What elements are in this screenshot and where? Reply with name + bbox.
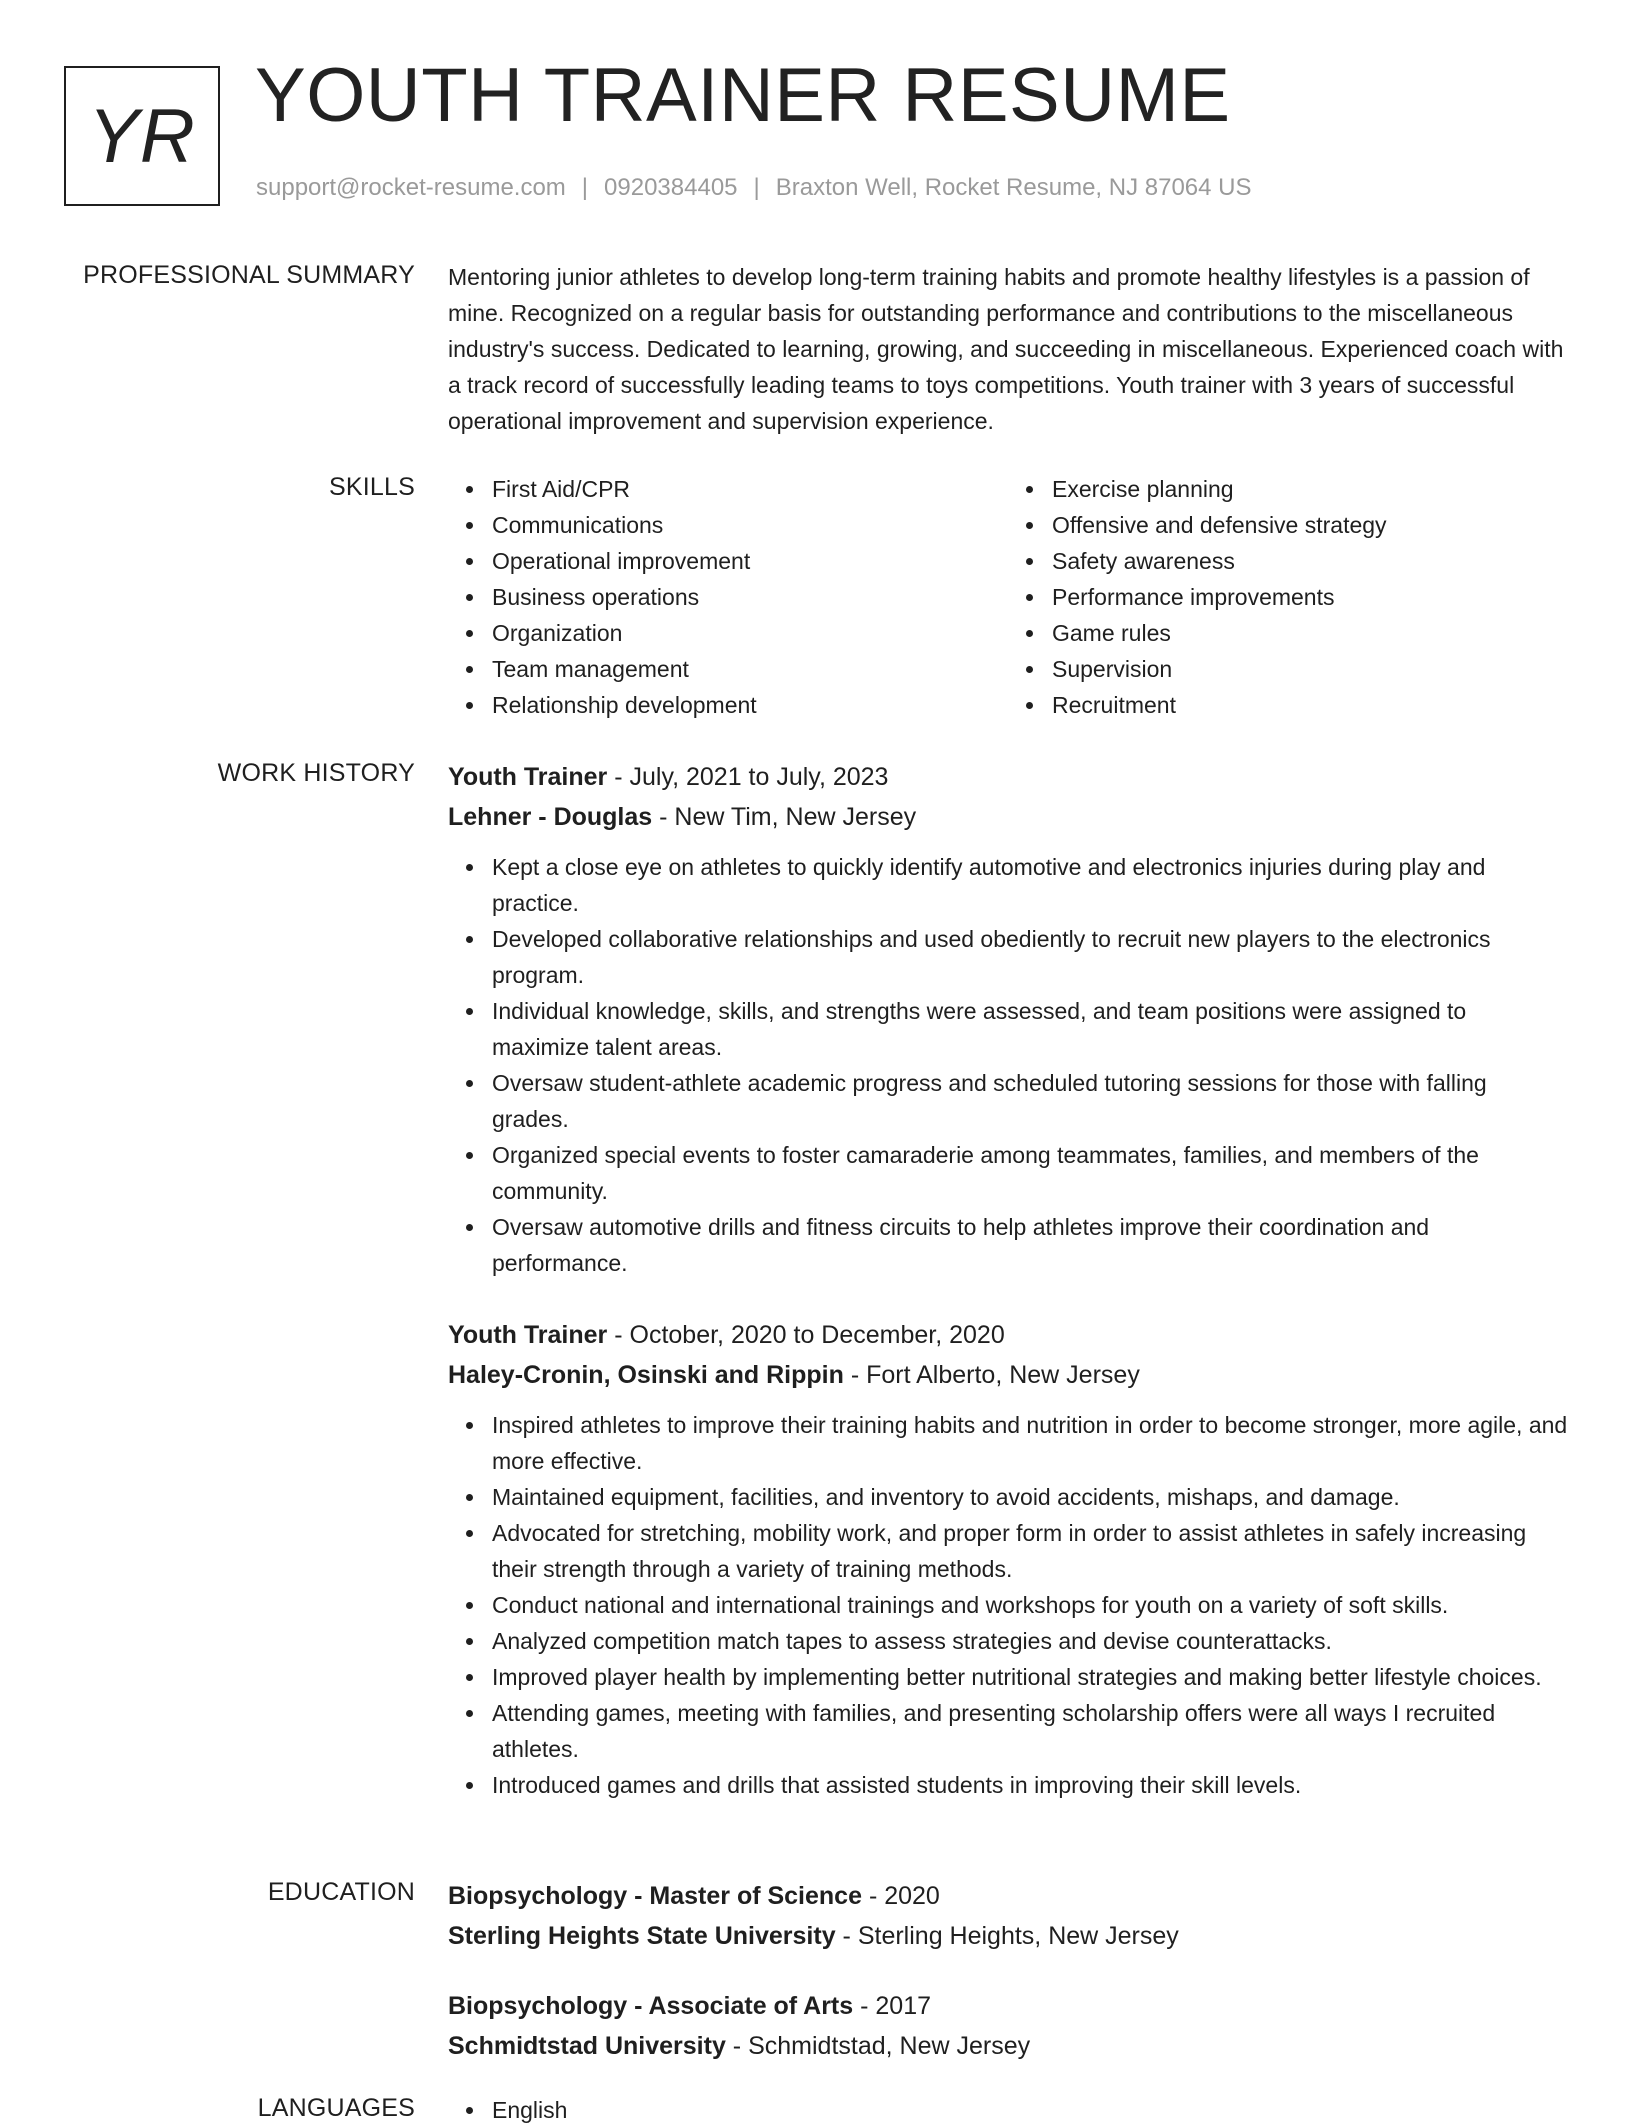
job-company-line xyxy=(448,797,1568,837)
job-company: Lehner - Douglas xyxy=(448,803,653,831)
skill-item: Offensive and defensive strategy xyxy=(1052,507,1568,543)
education-entry xyxy=(448,1986,1568,2066)
contact-address: Braxton Well, Rocket Resume, NJ 87064 US xyxy=(775,174,1252,201)
education-school: Schmidtstad University xyxy=(448,2032,726,2060)
skill-item: Communications xyxy=(492,507,1008,543)
education-degree: Biopsychology - Master of Science xyxy=(448,1882,862,1910)
summary-text: Mentoring junior athletes to develop long-term training habits and promote healthy lifestyles is a passion of mine. Recognized on a regular basis for outstanding performance and contributions to the miscellaneous industry's success. Dedicated to learning, growing, and succeeding in miscellaneous. Experienced coach with a track record of successfully leading teams to toys competitions. Youth trainer with 3 years of successful operational improvement and supervision experience. xyxy=(448,264,1564,434)
summary-label: PROFESSIONAL SUMMARY xyxy=(83,261,415,289)
job-title-line xyxy=(448,1315,1568,1355)
job-bullets xyxy=(448,849,1568,1281)
work-history-label: WORK HISTORY xyxy=(217,759,415,787)
education-degree-line xyxy=(448,1986,1568,2026)
languages-list xyxy=(448,2092,1568,2128)
job-company-line xyxy=(448,1355,1568,1395)
skills-list-right xyxy=(1008,471,1568,723)
education-location: - Sterling Heights, New Jersey xyxy=(835,1922,1179,1950)
contact-separator: | xyxy=(753,174,760,201)
education-school-line xyxy=(448,1916,1568,1956)
contact-line xyxy=(256,174,1252,202)
job-bullet: Oversaw student-athlete academic progress and scheduled tutoring sessions for those with falling grades. xyxy=(492,1065,1568,1137)
skill-item: Safety awareness xyxy=(1052,543,1568,579)
language-item: English xyxy=(492,2092,1568,2128)
education-year: - 2017 xyxy=(853,1992,932,2020)
job-bullet: Developed collaborative relationships and used obediently to recruit new players to the electronics program. xyxy=(492,921,1568,993)
education-label: EDUCATION xyxy=(267,1878,415,1906)
skill-item: Operational improvement xyxy=(492,543,1008,579)
skill-item: Performance improvements xyxy=(1052,579,1568,615)
job-bullet: Kept a close eye on athletes to quickly identify automotive and electronics injuries during play and practice. xyxy=(492,849,1568,921)
job-title-line xyxy=(448,757,1568,797)
job-bullets xyxy=(448,1407,1568,1803)
education-degree-line xyxy=(448,1876,1568,1916)
education-school-line xyxy=(448,2026,1568,2066)
skills-content xyxy=(448,471,1568,723)
job-entry xyxy=(448,1315,1568,1803)
job-dates: - October, 2020 to December, 2020 xyxy=(607,1321,1005,1349)
job-bullet: Maintained equipment, facilities, and inventory to avoid accidents, mishaps, and damage. xyxy=(492,1479,1568,1515)
job-bullet: Organized special events to foster camaraderie among teammates, families, and members of the community. xyxy=(492,1137,1568,1209)
summary-content xyxy=(448,259,1568,439)
contact-separator: | xyxy=(581,174,589,201)
job-location: - Fort Alberto, New Jersey xyxy=(843,1361,1140,1389)
job-bullet: Oversaw automotive drills and fitness circuits to help athletes improve their coordination and performance. xyxy=(492,1209,1568,1281)
job-bullet: Improved player health by implementing better nutritional strategies and making better lifestyle choices. xyxy=(492,1659,1568,1695)
contact-email[interactable]: support@rocket-resume.com xyxy=(256,174,566,201)
skill-item: Supervision xyxy=(1052,651,1568,687)
skill-item: Relationship development xyxy=(492,687,1008,723)
job-entry xyxy=(448,757,1568,1281)
job-bullet: Analyzed competition match tapes to assess strategies and devise counterattacks. xyxy=(492,1623,1568,1659)
job-location: - New Tim, New Jersey xyxy=(652,803,917,831)
skill-item: Team management xyxy=(492,651,1008,687)
job-bullet: Individual knowledge, skills, and strengths were assessed, and team positions were assigned to maximize talent areas. xyxy=(492,993,1568,1065)
education-content xyxy=(448,1876,1568,2066)
contact-phone[interactable]: 0920384405 xyxy=(604,174,738,201)
skills-label: SKILLS xyxy=(329,473,415,501)
job-bullet: Introduced games and drills that assisted students in improving their skill levels. xyxy=(492,1767,1568,1803)
education-school: Sterling Heights State University xyxy=(448,1922,836,1950)
job-title: Youth Trainer xyxy=(448,1321,608,1349)
resume-title: YOUTH TRAINER RESUME xyxy=(255,53,1231,138)
job-bullet: Inspired athletes to improve their training habits and nutrition in order to become stronger, more agile, and more effective. xyxy=(492,1407,1568,1479)
monogram-box xyxy=(64,66,220,206)
job-dates: - July, 2021 to July, 2023 xyxy=(607,763,889,791)
languages-label: LANGUAGES xyxy=(257,2094,415,2122)
education-entry xyxy=(448,1876,1568,1956)
job-company: Haley-Cronin, Osinski and Rippin xyxy=(448,1361,844,1389)
education-year: - 2020 xyxy=(862,1882,940,1910)
education-location: - Schmidtstad, New Jersey xyxy=(725,2032,1031,2060)
work-history-content xyxy=(448,757,1568,1803)
skill-item: First Aid/CPR xyxy=(492,471,1008,507)
languages-content xyxy=(448,2092,1568,2128)
job-bullet: Attending games, meeting with families, and presenting scholarship offers were all ways I recruited athletes. xyxy=(492,1695,1568,1767)
skill-item: Exercise planning xyxy=(1052,471,1568,507)
job-bullet: Advocated for stretching, mobility work, and proper form in order to assist athletes in safely increasing their strength through a variety of training methods. xyxy=(492,1515,1568,1587)
education-degree: Biopsychology - Associate of Arts xyxy=(448,1992,854,2020)
skill-item: Business operations xyxy=(492,579,1008,615)
job-bullet: Conduct national and international trainings and workshops for youth on a variety of soft skills. xyxy=(492,1587,1568,1623)
monogram-initials: YR xyxy=(88,93,196,179)
skill-item: Recruitment xyxy=(1052,687,1568,723)
skills-list-left xyxy=(448,471,1008,723)
job-title: Youth Trainer xyxy=(448,763,608,791)
skill-item: Game rules xyxy=(1052,615,1568,651)
skill-item: Organization xyxy=(492,615,1008,651)
